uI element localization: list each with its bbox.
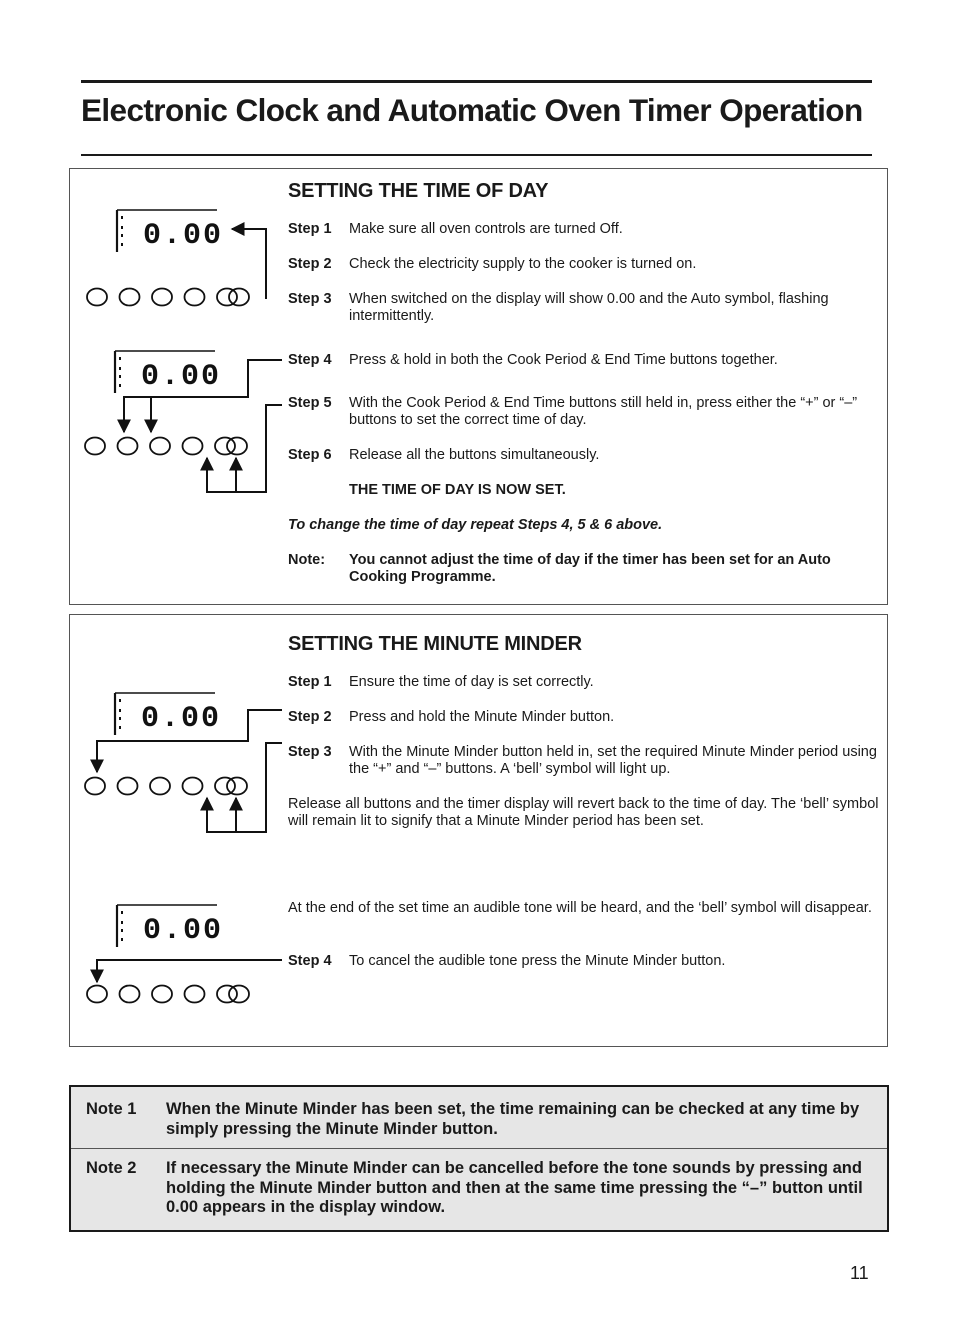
step-text: Make sure all oven controls are turned Off. — [349, 221, 623, 237]
step-text: Press & hold in both the Cook Period & End Time buttons together. — [349, 352, 778, 368]
step-text: Ensure the time of day is set correctly. — [349, 674, 594, 690]
step-text: With the Minute Minder button held in, set the required Minute Minder period using the “+” and “–” buttons. A ‘bell’ symbol will light up. — [349, 744, 877, 777]
step-label: Step 3 — [288, 744, 332, 760]
display-reading: 0.00 — [141, 360, 222, 394]
button-row-4 — [87, 986, 249, 1003]
page-number: 11 — [850, 1263, 869, 1283]
button-row-3 — [85, 778, 247, 795]
step-text: With the Cook Period & End Time buttons still held in, press either the “+” or “–” buttons to set the correct time of day. — [349, 395, 858, 428]
s1-repeat-hint: To change the time of day repeat Steps 4, 5 & 6 above. — [288, 517, 663, 533]
s2-end-text: At the end of the set time an audible tone will be heard, and the ‘bell’ symbol will disappear. — [288, 900, 872, 916]
step-text: When switched on the display will show 0.00 and the Auto symbol, flashing intermittently. — [349, 291, 829, 324]
note-text: When the Minute Minder has been set, the time remaining can be checked at any time by simply pressing the Minute Minder button. — [166, 1100, 860, 1138]
button-row-1 — [87, 289, 249, 306]
note-text: If necessary the Minute Minder can be cancelled before the tone sounds by pressing and holding the Minute Minder button and then at the same time pressing the “–” button until 0.00 appears in the display window. — [166, 1159, 863, 1216]
step-label: Step 5 — [288, 395, 332, 411]
notes-divider — [71, 1148, 887, 1149]
section2-title: SETTING THE MINUTE MINDER — [288, 633, 582, 655]
note-label: Note 1 — [86, 1100, 137, 1118]
step-label: Step 4 — [288, 352, 332, 368]
section1-title: SETTING THE TIME OF DAY — [288, 180, 549, 202]
display-reading: 0.00 — [141, 702, 222, 736]
notes-box — [69, 1085, 889, 1232]
confirmation-text: THE TIME OF DAY IS NOW SET. — [349, 482, 566, 498]
step-label: Step 4 — [288, 953, 332, 969]
timer-display-1 — [117, 210, 223, 253]
step-text: To cancel the audible tone press the Minute Minder button. — [349, 953, 726, 969]
page-title: Electronic Clock and Automatic Oven Timer Operation — [81, 92, 863, 128]
step-text: Check the electricity supply to the cooker is turned on. — [349, 256, 697, 272]
step-label: Step 2 — [288, 256, 332, 272]
display-reading: 0.00 — [143, 914, 224, 948]
s2-release-text: Release all buttons and the timer display will revert back to the time of day. The ‘bell’ symbol will remain lit to signify that a Minute Minder period has been set. — [288, 796, 879, 829]
note-label: Note 2 — [86, 1159, 137, 1177]
button-row-2 — [85, 438, 247, 455]
timer-display-3 — [115, 693, 221, 736]
step-label: Step 1 — [288, 674, 332, 690]
note-text: You cannot adjust the time of day if the timer has been set for an Auto Cooking Programme. — [349, 552, 831, 585]
display-reading: 0.00 — [143, 219, 224, 253]
step-text: Release all the buttons simultaneously. — [349, 447, 600, 463]
step-text: Press and hold the Minute Minder button. — [349, 709, 615, 725]
note-label: Note: — [288, 552, 326, 568]
step-label: Step 1 — [288, 221, 332, 237]
timer-display-4 — [117, 905, 223, 948]
step-label: Step 2 — [288, 709, 332, 725]
timer-display-2 — [115, 351, 221, 394]
step-label: Step 3 — [288, 291, 332, 307]
step-label: Step 6 — [288, 447, 332, 463]
